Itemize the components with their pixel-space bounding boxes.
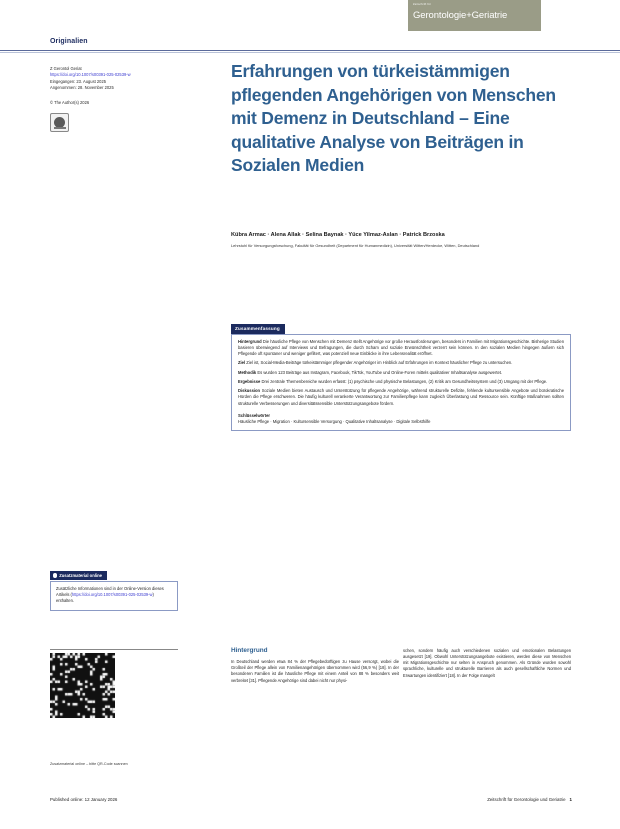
journal-logo-subtitle: Zeitschrift für <box>413 3 431 6</box>
body-paragraph: schen, sondern häufig auch verschiedenen sozialen und emotionalen Belastungen ausgesetzt [19]. Obwohl Unterstützungsangebote existieren, werden diese von Menschen mit Migrationsgeschichte nur selten in Anspruch genommen. Als Gründe wurden sowohl sprachliche, kulturelle und strukturelle Barrieren als auch gesellschaftliche Normen und Erwartungen identifiziert [18]. In der Folge mangelt <box>403 648 571 678</box>
abstract-section-text: Soziale Medien bieten Austausch und Unterstützung für pflegende Angehörige, während strukturelle Defizite, fehlende kultursensible Angebote und bürokratische Hürden die Pflege erschweren. Die häufig kulturell verankerte Verantwortung zur Familienpflege kann zugleich Überlastung und Ressource sein. Künftige Maßnahmen sollten strukturelle Verbesserungen und diversitätssensible Unterstützungsangebote fördern. <box>238 388 564 406</box>
affiliation: Lehrstuhl für Versorgungsforschung, Fakultät für Gesundheit (Department für Humanmedizin), Universität Witten/Herdecke, Witten, Deutschland <box>231 243 480 248</box>
page-number: 1 <box>569 797 572 802</box>
footer-journal-name: Zeitschrift für Gerontologie und Geriatrie <box>487 797 566 802</box>
received-date: Eingegangen: 23. August 2025 <box>50 78 106 84</box>
author-list: Kübra Armac · Alena Allak · Selina Baynak · Yüce Yilmaz-Aslan · Patrick Brzoska <box>231 232 445 238</box>
abstract-body <box>231 334 571 431</box>
abstract-section-text: Die häusliche Pflege von Menschen mit Demenz stellt Angehörige vor große Herausforderungen, besonders in Familien mit Migrationsgeschichte. Bisherige Studien basieren überwiegend auf Interviews und Befragungen, die durch Scham und soziale Erwünschtheit verzerrt sein können. In den sozialen Medien hingegen äußern sich Pflegende oft spontaner und weniger gefiltert, was potenziell neue Einblicke in ihre Lebensrealität eröffnet. <box>238 339 564 357</box>
article-metadata <box>50 66 210 132</box>
footer-published-date: Published online: 12 January 2026 <box>50 797 118 802</box>
supplementary-text-before: Zusätzliche Informationen sind in der Online-Version dieses Artikels ( <box>56 586 164 598</box>
cc-badge-bar <box>54 127 66 130</box>
abstract-section <box>238 339 564 357</box>
abstract-section-text: Drei zentrale Themenbereiche wurden erfasst: (1) psychische und physische Belastungen, (2) Kritik am Gesundheitssystem und (3) Umgang mit der Pflege. <box>261 379 548 385</box>
body-column-right <box>403 648 571 679</box>
copyright-line: © The Author(s) 2026 <box>50 99 90 105</box>
keywords-list: Häusliche Pflege · Migration · Kultursensible Versorgung · Qualitative Inhaltsanalyse · Digitale Selbsthilfe <box>238 419 431 425</box>
abstract-section <box>238 379 564 385</box>
abstract-box <box>231 317 571 431</box>
doi-link[interactable]: https://doi.org/10.1007/s00391-025-02539-w <box>50 72 131 78</box>
supplementary-label-text: Zusatzmaterial online <box>59 573 103 578</box>
abstract-section <box>238 360 564 366</box>
body-column-left <box>231 648 399 684</box>
supplementary-label <box>50 571 107 580</box>
body-paragraph: In Deutschland werden etwa 84 % der Pflegebedürftigen zu Hause versorgt, wobei die Großteil der Pflege allein von Familienangehörigen übernommen wird (56,9 %) [18]. In der besonderen Familien ist die häusliche Pflege mit einem Anteil von 88 % besonders weit verbreitet [31]. Pflegende Angehörige sind dabei nicht nur physi- <box>231 659 399 683</box>
body-section-heading: Hintergrund <box>231 647 268 654</box>
creative-commons-badge-icon <box>50 113 69 132</box>
footer-journal <box>487 797 572 802</box>
qr-code-image <box>50 653 115 718</box>
info-circle-icon <box>53 573 57 577</box>
accepted-date: Angenommen: 28. November 2025 <box>50 85 114 91</box>
supplementary-body <box>50 581 178 611</box>
abstract-section <box>238 388 564 406</box>
abstract-section-heading: Ziel <box>238 360 246 366</box>
abstract-section-heading: Methodik <box>238 369 257 375</box>
abstract-section-heading: Ergebnisse <box>238 379 261 385</box>
abstract-section-heading: Hintergrund <box>238 339 262 344</box>
abstract-section <box>238 370 564 376</box>
header-rule-secondary <box>0 52 620 53</box>
keywords-heading: Schlüsselwörter <box>238 412 270 418</box>
abstract-section-text: Es wurden 123 Beiträge aus Instagram, Facebook, TikTok, YouTube und Online-Foren mittels qualitativer Inhaltsanalyse ausgewertet. <box>257 369 503 375</box>
abstract-section-text: Ziel ist, Social-Media-Beiträge türkeistämmiger pflegender Angehöriger im Hinblick auf Erfahrungen im Kontext häuslicher Pflege zu untersuchen. <box>246 360 513 366</box>
supplementary-text <box>56 586 172 605</box>
journal-logo <box>408 0 541 31</box>
supplementary-box <box>50 564 178 611</box>
journal-logo-title: Gerontologie+Geriatrie <box>413 10 508 21</box>
header-rule <box>0 50 620 51</box>
running-head: Originalien <box>50 38 88 45</box>
qr-caption: Zusatzmaterial online – bitte QR-Code scannen <box>50 762 128 766</box>
qr-divider <box>50 649 178 650</box>
supplementary-text-after: ) enthalten. <box>56 592 154 604</box>
journal-citation: Z Gerontol Geriat <box>50 66 82 71</box>
abstract-label: Zusammenfassung <box>231 324 285 334</box>
abstract-section-heading: Diskussion <box>238 388 261 394</box>
article-title: Erfahrungen von türkeistämmigen pflegenden Angehörigen von Menschen mit Demenz in Deutschland – Eine qualitative Analyse von Beiträgen in Sozialen Medien <box>231 61 556 175</box>
supplementary-link[interactable]: https://doi.org/10.1007/s00391-025-02539-w <box>71 592 153 598</box>
